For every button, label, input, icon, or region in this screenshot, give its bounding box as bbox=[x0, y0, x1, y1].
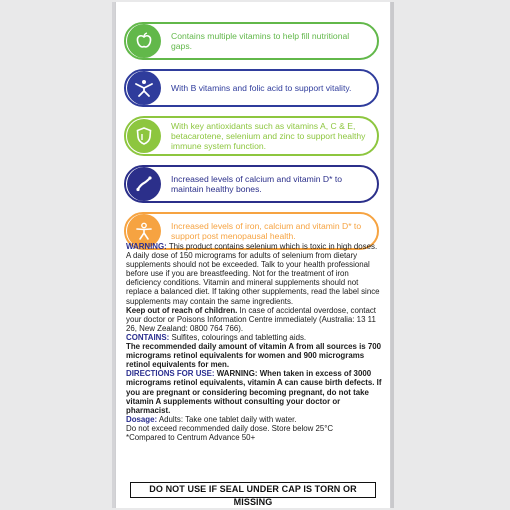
vitamin-a-paragraph: The recommended daily amount of vitamin A from all sources is 700 micrograms retinol equivalents for women and 900 micrograms retinol equivalents for men. bbox=[126, 342, 382, 370]
benefit-text: With key antioxidants such as vitamins A, C & E, betacarotene, selenium and zinc to support healthy immune system function. bbox=[171, 121, 366, 151]
warning-text: This product contains selenium which is toxic in high doses. A daily dose of 150 micrograms for adults of selenium from dietary supplements should not be exceeded. Talk to your health professional before use if you are breastfeeding. Not for the treatment of iron deficiency conditions. Vitamin and mineral supplements should not replace a balanced diet. If taking other supplements, read the label since supplements may contain the same ingredients. bbox=[126, 242, 380, 306]
warning-paragraph bbox=[126, 242, 382, 306]
benefit-text: Increased levels of calcium and vitamin D* to maintain healthy bones. bbox=[171, 174, 342, 194]
dosage-paragraph bbox=[126, 415, 382, 424]
directions-text: WARNING: When taken in excess of 3000 micrograms retinol equivalents, vitamin A can cause birth defects. If you are pregnant or considering becoming pregnant, do not take vitamin A supplements without consulting your doctor or pharmacist. bbox=[126, 369, 382, 415]
shield-icon bbox=[127, 119, 161, 153]
children-label: Keep out of reach of children. bbox=[126, 305, 238, 315]
directions-label: DIRECTIONS FOR USE: bbox=[126, 369, 215, 379]
footnote-text: *Compared to Centrum Advance 50+ bbox=[126, 432, 256, 442]
warning-section bbox=[126, 242, 382, 442]
benefit-multivitamin bbox=[124, 22, 379, 60]
warning-label: WARNING: bbox=[126, 242, 167, 251]
contains-text: Sulfites, colourings and tabletting aids. bbox=[169, 332, 307, 342]
benefit-text: Increased levels of iron, calcium and vitamin D* to support post menopausal health. bbox=[171, 221, 362, 241]
benefit-bones bbox=[124, 165, 379, 203]
children-text: In case of accidental overdose, contact your doctor or Poisons Information Centre immediately (Australia: 13 11 26, New Zealand: 0800 764 766). bbox=[126, 305, 376, 333]
box-right-edge bbox=[391, 2, 394, 508]
dosage-text: Adults: Take one tablet daily with water. bbox=[157, 414, 297, 424]
benefit-list bbox=[124, 22, 379, 259]
benefit-b-vitamins bbox=[124, 69, 379, 107]
apple-icon bbox=[127, 24, 161, 58]
children-paragraph bbox=[126, 306, 382, 333]
dosage-label: Dosage: bbox=[126, 414, 158, 424]
bone-icon bbox=[127, 167, 161, 201]
directions-paragraph bbox=[126, 369, 382, 414]
storage-text: Do not exceed recommended daily dose. Store below 25°C bbox=[126, 423, 334, 433]
benefit-antioxidants bbox=[124, 116, 379, 156]
benefit-text: With B vitamins and folic acid to support vitality. bbox=[171, 83, 352, 93]
seal-warning-box: DO NOT USE IF SEAL UNDER CAP IS TORN OR MISSING bbox=[130, 482, 376, 498]
benefit-text: Contains multiple vitamins to help fill nutritional gaps. bbox=[171, 31, 350, 51]
contains-label: CONTAINS: bbox=[126, 332, 170, 342]
figure-icon bbox=[127, 71, 161, 105]
product-box-side-panel bbox=[115, 2, 391, 508]
contains-paragraph bbox=[126, 333, 382, 342]
